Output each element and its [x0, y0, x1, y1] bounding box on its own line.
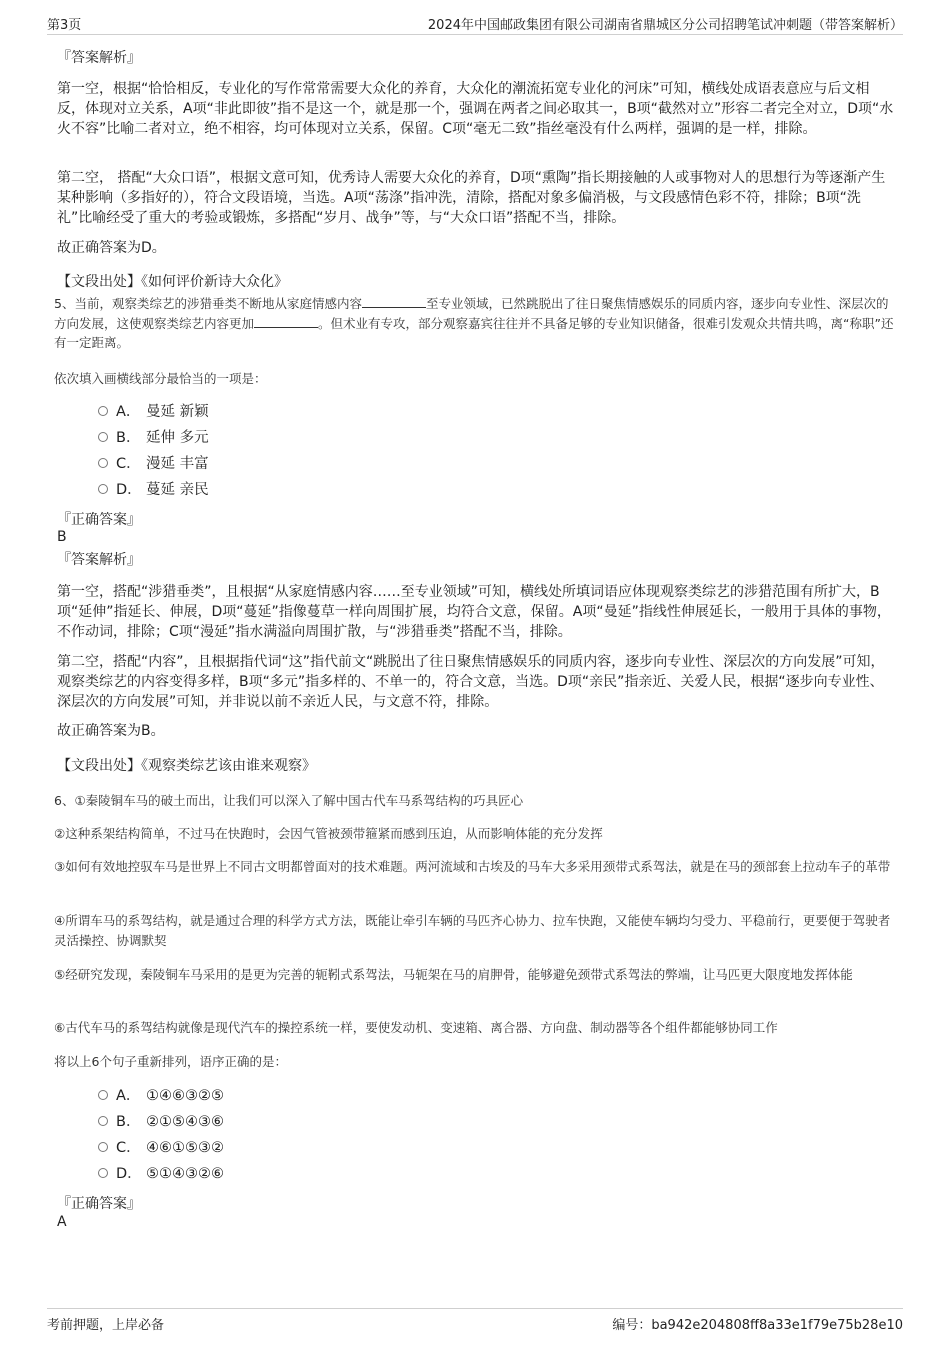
q4-source: 【文段出处】《如何评价新诗大众化》 — [57, 274, 288, 290]
q4-analysis-p1: 第一空，根据“恰恰相反，专业化的写作常常需要大众化的养育，大众化的潮流拓宽专业化的河床”可知，横线处成语表意应与后文相反，体现对立关系，A项“非此即彼”指不是这一个，就是那一个，强调在两者之间必取其一，B项“截然对立”形容二者完全对立，D项“水火不容”比喻二者对立，绝不相容，均可体现对立关系，保留。C项“毫无二致”指丝毫没有什么两样，强调的是一样，排除。 — [57, 81, 894, 137]
q5-stem — [54, 294, 896, 353]
q6-answer: A — [57, 1214, 67, 1230]
q5-option-b[interactable]: B． 延伸 多元 — [98, 428, 209, 448]
radio-icon[interactable] — [98, 484, 108, 494]
q5-source: 【文段出处】《观察类综艺该由谁来观察》 — [57, 758, 316, 774]
q6-sentence-3: ③如何有效地控驭车马是世界上不同古文明都曾面对的技术难题。两河流域和古埃及的马车大多采用颈带式系驾法，就是在马的颈部套上拉动车子的革带 — [54, 859, 891, 874]
q5-prompt: 依次填入画横线部分最恰当的一项是： — [54, 371, 267, 386]
q5-stem-part1: 5、当前，观察类综艺的涉猎垂类不断地从家庭情感内容 — [54, 296, 362, 311]
page-footer — [47, 1308, 903, 1333]
blank-2 — [254, 315, 318, 328]
q6-sentence-2: ②这种系架结构简单，不过马在快跑时，会因气管被颈带箍紧而感到压迫，从而影响体能的充分发挥 — [54, 826, 603, 841]
q5-option-c[interactable]: C． 漫延 丰富 — [98, 454, 209, 474]
q6-answer-title: 『正确答案』 — [57, 1196, 141, 1212]
q4-analysis-p2: 第二空， 搭配“大众口语”，根据文意可知，优秀诗人需要大众化的养育，D项“熏陶”指长期接触的人或事物对人的思想行为等逐渐产生某种影响（多指好的），符合文段语境，当选。A项“荡涤”指冲洗，清除，搭配对象多偏消极，与文段感情色彩不符，排除；B项“洗礼”比喻经受了重大的考验或锻炼，多搭配“岁月、战争”等，与“大众口语”搭配不当，排除。 — [57, 170, 886, 226]
radio-icon[interactable] — [98, 1116, 108, 1126]
page-number: 第3页 — [47, 18, 82, 33]
q6-prompt: 将以上6个句子重新排列，语序正确的是： — [54, 1054, 287, 1069]
q5-answer-title: 『正确答案』 — [57, 512, 141, 528]
q5-answer: B — [57, 529, 67, 545]
q5-option-d[interactable]: D． 蔓延 亲民 — [98, 480, 209, 500]
footer-slogan: 考前押题，上岸必备 — [47, 1318, 165, 1333]
q5-option-a[interactable]: A． 曼延 新颖 — [98, 402, 209, 422]
radio-icon[interactable] — [98, 1168, 108, 1178]
q6-option-b[interactable]: B． ②①⑤④③⑥ — [98, 1112, 224, 1132]
document-title: 2024年中国邮政集团有限公司湖南省鼎城区分公司招聘笔试冲刺题（带答案解析） — [427, 18, 903, 33]
radio-icon[interactable] — [98, 1090, 108, 1100]
radio-icon[interactable] — [98, 406, 108, 416]
q5-stem-part3: 。但术业有专攻，部分观察嘉宾往往并不具备足够的专业知识储备，很难引发观众共情共鸣，离“称职”还有一定距离。 — [54, 315, 894, 350]
q5-conclusion: 故正确答案为B。 — [57, 723, 165, 739]
q6-option-a[interactable]: A． ①④⑥③②⑤ — [98, 1086, 224, 1106]
q5-analysis-p1: 第一空，搭配“涉猎垂类”，且根据“从家庭情感内容……至专业领域”可知，横线处所填词语应体现观察类综艺的涉猎范围有所扩大，B项“延伸”指延长、伸展，D项“蔓延”指像蔓草一样向周围扩展，均符合文意，保留。A项“曼延”指线性伸展延长，一般用于具体的事物，不作动词，排除；C项“漫延”指水满溢向周围扩散，与“涉猎垂类”搭配不当，排除。 — [57, 584, 891, 640]
q5-analysis-title: 『答案解析』 — [57, 552, 141, 568]
q6-option-d[interactable]: D． ⑤①④③②⑥ — [98, 1164, 224, 1184]
radio-icon[interactable] — [98, 432, 108, 442]
document-id: 编号：ba942e204808ff8a33e1f79e75b28e10 — [612, 1318, 903, 1333]
blank-1 — [362, 295, 426, 308]
q5-stem-part2: 至专业领域，已然跳脱出了往日聚焦情感娱乐的同质内容，逐步向专业性、深层次的方向发展，这使观察类综艺内容更加 — [54, 296, 889, 331]
radio-icon[interactable] — [98, 458, 108, 468]
q6-sentence-4: ④所谓车马的系驾结构，就是通过合理的科学方式方法，既能让牵引车辆的马匹齐心协力、拉车快跑，又能使车辆均匀受力、平稳前行，更要便于驾驶者灵活操控、协调默契 — [54, 913, 891, 948]
q6-sentence-6: ⑥古代车马的系驾结构就像是现代汽车的操控系统一样，要使发动机、变速箱、离合器、方向盘、制动器等各个组件都能够协同工作 — [54, 1020, 778, 1035]
q6-option-c[interactable]: C． ④⑥①⑤③② — [98, 1138, 224, 1158]
q6-sentence-1: 6、①秦陵铜车马的破土而出，让我们可以深入了解中国古代车马系驾结构的巧具匠心 — [54, 793, 524, 808]
page-header — [47, 12, 903, 35]
q5-analysis-p2: 第二空，搭配“内容”，且根据指代词“这”指代前文“跳脱出了往日聚焦情感娱乐的同质内容，逐步向专业性、深层次的方向发展”可知，观察类综艺的内容变得多样，B项“多元”指多样的、不单一的，符合文意，当选。D项“亲民”指亲近、关爱人民，根据“逐步向专业性、深层次的方向发展”可知，并非说以前不亲近人民，与文意不符，排除。 — [57, 654, 885, 710]
q6-sentence-5: ⑤经研究发现，秦陵铜车马采用的是更为完善的轭靷式系驾法，马轭架在马的肩胛骨，能够避免颈带式系驾法的弊端，让马匹更大限度地发挥体能 — [54, 967, 853, 982]
q4-analysis-title: 『答案解析』 — [57, 50, 141, 66]
radio-icon[interactable] — [98, 1142, 108, 1152]
q4-conclusion: 故正确答案为D。 — [57, 240, 166, 256]
